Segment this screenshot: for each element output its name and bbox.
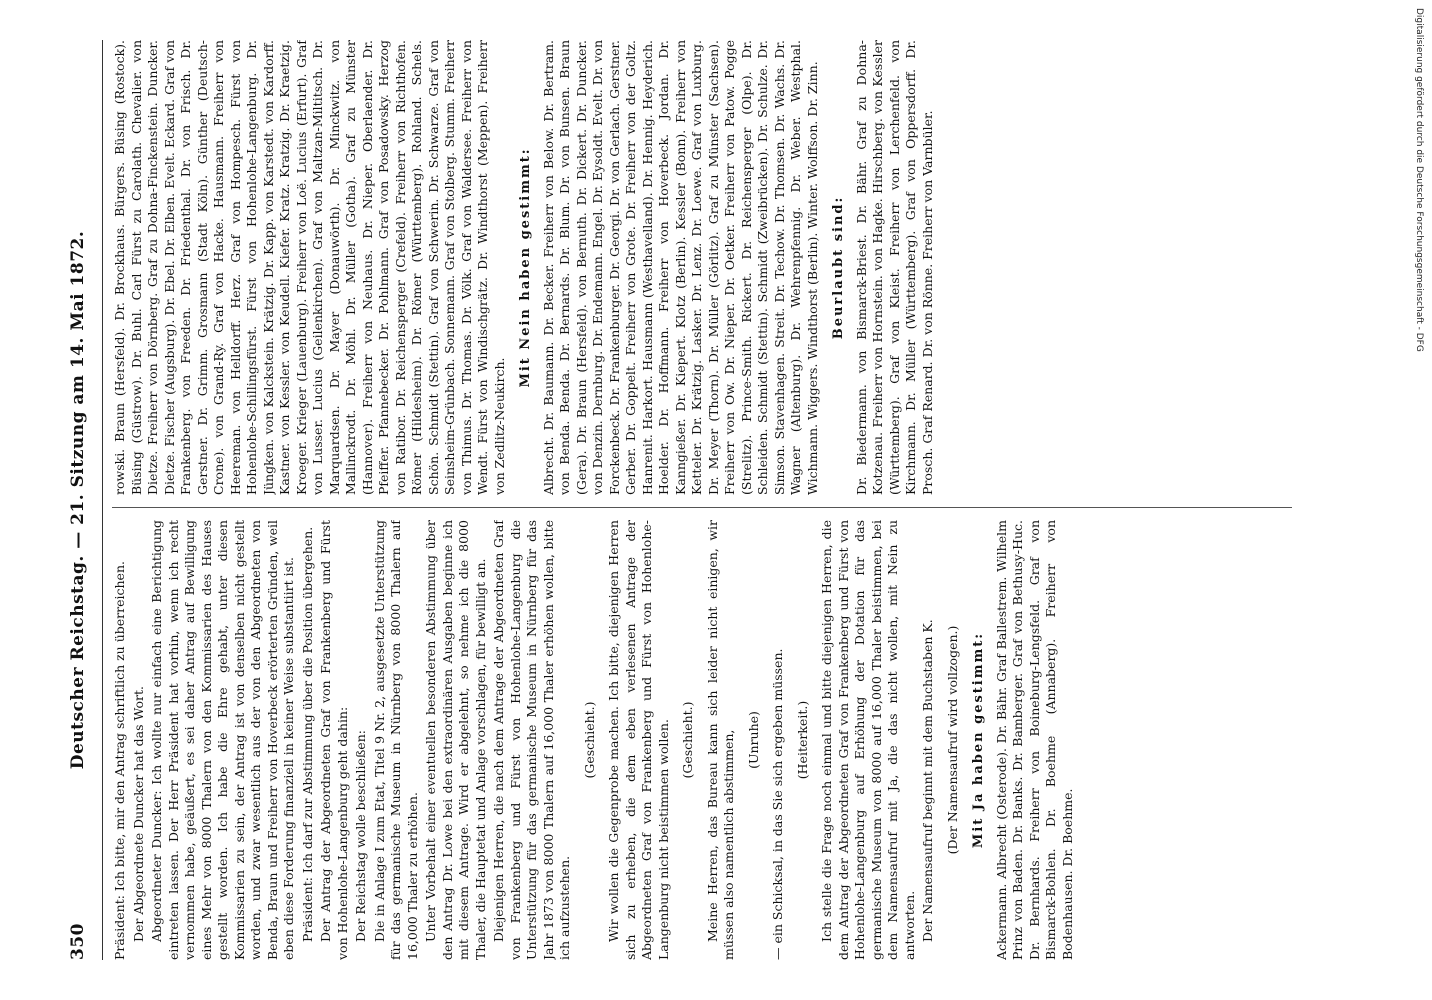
stage-direction: (Geschieht.) — [680, 701, 695, 779]
paragraph: Die in Anlage I zum Etat, Titel 9 Nr. 2, ausgesetzte Unterstützung für das germanische Museum in Nürnberg von 8000 Thalern auf 16,000 Thaler zu erhöhen. — [371, 520, 420, 960]
paragraph: Präsident: Ich bitte, mir den Antrag schriftlich zu überreichen. — [112, 561, 127, 960]
paragraph: Ackermann. Albrecht (Osterode). Dr. Bähr. Graf Ballestrem. Wilhelm Prinz von Baden. Dr. Banks. Dr. Bamberger. Graf von Bethusy-Huc. Dr. Bernhards. Freiherr von Boineburg-Lengsfeld. Graf von Bismarck-Bohlen. Dr. Boehme (Annaberg). Freiherr von Bodenhausen. Dr. Boehme. — [993, 520, 1075, 960]
column-separator — [112, 507, 1292, 508]
stage-direction: (Der Namensaufruf wird vollzogen.) — [944, 625, 960, 855]
paragraph: Albrecht. Dr. Baumann. Dr. Becker. Freiherr von Below. Dr. Bertram. von Benda. Benda. Dr. Bernards. Dr. Blum. Dr. von Bunsen. Braun (Gera). Dr. Braun (Hersfeld). von Bernuth. Dr. Dickert. Dr. Duncker. von Denzin. Dernburg. Dr. Endemann. Engel. Dr. Eysoldt. Evelt. Dr. von Forckenbeck. Dr. Frankenburger. Dr. Georgi. Dr. von Gerlach. Gerstner. Gerber. Dr. Goppelt. Freiherr von Grote. Dr. Freiherr von der Goltz. Hanrenit. Harkort. Hausmann (Westhavelland). Dr. Hennig. Heyderich. Hoelder. Dr. Hoffmann. Freiherr von Hoverbeck. Jordan. Dr. Kanngießer. Dr. Kiepert. Klotz (Berlin). Kessler (Bonn). Freiherr von Ketteler. Dr. Krätzig. Lasker. Dr. Lenz. Dr. Loewe. Graf von Luxburg. Dr. Meyer (Thorn). Dr. Müller (Görlitz). Graf zu Münster (Sachsen). Freiherr von Ow. Dr. Nieper. Dr. Oetker. Freiherr von Patow. Pogge (Strelitz). Prince-Smith. Rickert. Dr. Reichensperger (Olpe). Dr. Schleiden. Schmidt (Stettin). Schmidt (Zweibrücken). Dr. Schulze. Dr. Simson. Stavenhagen. Streit. Dr. Techow. Dr. Thomsen. Dr. Wachs. Dr. Wagner (Altenburg). Dr. Wehrenpfennig. Dr. Weber. Westphal. Wichmann. Wiggers. Windthorst (Berlin). Winter. Wolffson. Dr. Zinn. — [540, 40, 820, 495]
header-rule — [102, 40, 103, 960]
paragraph: Meine Herren, das Bureau kann sich leider nicht einigen, wir müssen also namentlich abstimmen, — [704, 520, 736, 960]
section-heading: Mit Nein haben gestimmt: — [518, 147, 533, 388]
paragraph: Der Reichstag wolle beschließen: — [353, 730, 368, 942]
left-text-column — [112, 520, 1292, 960]
paragraph: Diejenigen Herren, die nach dem Antrage der Abgeordneten Graf von Frankenberg und Fürst von Hohenlohe-Langenburg die Unterstützung für das germanische Museum in Nürnberg für das Jahr 1873 von 8000 Thalern auf 16,000 Thaler erhöhen wollen, bitte ich aufzustehen. — [491, 520, 572, 960]
stage-direction: (Unruhe) — [745, 711, 761, 769]
paragraph: Präsident: Ich darf zur Abstimmung über die Position übergehen. — [299, 526, 315, 942]
stage-direction: (Geschieht.) — [581, 701, 597, 779]
running-head-title: Deutscher Reichstag. — 21. Sitzung am 14. Mai 1872. — [68, 230, 88, 770]
paragraph: Der Abgeordnete Duncker hat das Wort. — [130, 685, 146, 942]
paragraph: Dr. Biedermann. von Bismarck-Briest. Dr. Bähr. Graf zu Dohna-Kotzenau. Freiherr von Hornstein. von Hagke. Hirschberg. von Kessler (Württemberg). Graf von Kleist. Freiherr von Lerchenfeld. von Kirchmann. Dr. Müller (Württemberg). Graf von Oppersdorff. Dr. Prosch. Graf Renard. Dr. von Rönne. Freiherr von Varnbüler. — [853, 40, 935, 495]
stage-direction: (Heiterkeit.) — [794, 700, 810, 780]
paragraph: — ein Schicksal, in das Sie sich ergeben müssen. — [770, 648, 785, 960]
paragraph: Wir wollen die Gegenprobe machen. Ich bitte, diejenigen Herren sich zu erheben, die dem eben verlesenen Antrage der Abgeordneten Graf von Frankenberg und Fürst von Hohenlohe-Langenburg nicht beistimmen wollen. — [606, 520, 671, 960]
paragraph: Ich stelle die Frage noch einmal und bitte diejenigen Herren, die dem Antrag der Abgeordneten Graf von Frankenberg und Fürst von Hohenlohe-Langenburg auf Erhöhung der Dotation für das germanische Museum von 8000 auf 16,000 Thaler beistimmen, bei dem Namensaufruf mit Ja, die das nicht wollen, mit Nein zu antworten. — [819, 520, 917, 960]
page-number: 350 — [68, 923, 88, 960]
paragraph: Der Namensaufruf beginnt mit dem Buchstaben K. — [920, 619, 935, 942]
section-heading: Beurlaubt sind: — [831, 195, 846, 340]
paragraph: rowski. Braun (Hersfeld). Dr. Brockhaus. Bürgers. Büsing (Rostock). Büsing (Güstrow). Dr. Buhl. Carl Fürst zu Carolath. Chevalier. von Dietze. Freiherr von Dörnberg. Graf zu Dohna-Finckenstein. Duncker. Dietze. Fischer (Augsburg). Dr. Ebel. Dr. Elben. Evelt. Eckard. Graf von Frankenberg. von Freeden. Dr. Friedenthal. Dr. von Frisch. Dr. Gerstner. Dr. Grimm. Grosmann (Stadt Köln). Günther (Deutsch-Crone). von Grand-Ry. Graf von Hacke. Hausmann. Freiherr von Heereman. von Helldorff. Herz. Graf von Hompesch. Fürst von Hohenlohe-Schillingsfürst. Fürst von Hohenlohe-Langenburg. Dr. Jüngken. von Kalckstein. Krätzig. Dr. Kapp. von Karstedt. von Kardorff. Kastner. von Kessler. von Keudell. Kiefer. Kratz. Kratzig. Dr. Kraetzig. Kroeger. Krieger (Lauenburg). Freiherr von Loë. Lucius (Erfurt). Graf von Lusser. Lucius (Geilenkirchen). Graf von Maltzan-Miltitsch. Dr. Marquardsen. Dr. Mayer (Donauwörth). Dr. Minckwitz. von Mallinckrodt. Dr. Möhl. Dr. Müller (Gotha). Graf zu Münster (Hannover). Freiherr von Neuhaus. Dr. Nieper. Oberlaender. Dr. Pfeiffer. Pfannebecker. Dr. Pohlmann. Graf von Posadowsky. Herzog von Ratibor. Dr. Reichensperger (Crefeld). Freiherr von Richthofen. Römer (Hildesheim). Dr. Römer (Württemberg). Rohland. Schels. Schön. Schmidt (Stettin). Graf von Schwerin. Dr. Schwarze. Graf von Seinsheim-Grünbach. Sonnemann. Graf von Stolberg. Stumm. Freiherr von Thimus. Dr. Thomas. Dr. Völk. Graf von Waldersee. Freiherr von Wendt. Fürst von Windischgrätz. Dr. Windthorst (Meppen). Freiherr von Zedlitz-Neukirch. — [112, 40, 507, 495]
paragraph: Abgeordneter Duncker: Ich wollte nur einfach eine Berichtigung eintreten lassen. Der Herr Präsident hat vorhin, wenn ich recht vernommen habe, geäußert, es sei daher Antrag auf Bewilligung eines Mehr von 8000 Thalern von den Kommissarien des Hauses gestellt worden. Ich habe die Ehre gehabt, unter diesen Kommissarien zu sein, der Antrag ist von denselben nicht gestellt worden, und zwar wesentlich aus der von den Abgeordneten von Benda, Braun und Freiherr von Hoverbeck erörterten Gründen, weil eben diese Forderung finanziell in keiner Weise substantiirt ist. — [149, 520, 296, 960]
section-heading: Mit Ja haben gestimmt: — [971, 631, 986, 849]
paragraph: Unter Vorbehalt einer eventuellen besonderen Abstimmung über den Antrag Dr. Lowe bei den extraordinären Ausgaben beginne ich mit diesem Antrage. Wird er abgelehnt, so nehme ich die 8000 Thaler, die Hauptetat und Anlage vorschlagen, für bewilligt an. — [423, 520, 488, 960]
dfg-credit-text: Digitalisierung gefördert durch die Deutsche Forschungsgemeinschaft - DFG — [1414, 8, 1424, 352]
dfg-credit — [1410, 8, 1424, 568]
running-head — [60, 40, 100, 960]
paragraph: Der Antrag der Abgeordneten Graf von Frankenberg und Fürst von Hohenlohe-Langenburg geht dahin: — [318, 520, 350, 960]
right-text-column — [112, 40, 1292, 495]
